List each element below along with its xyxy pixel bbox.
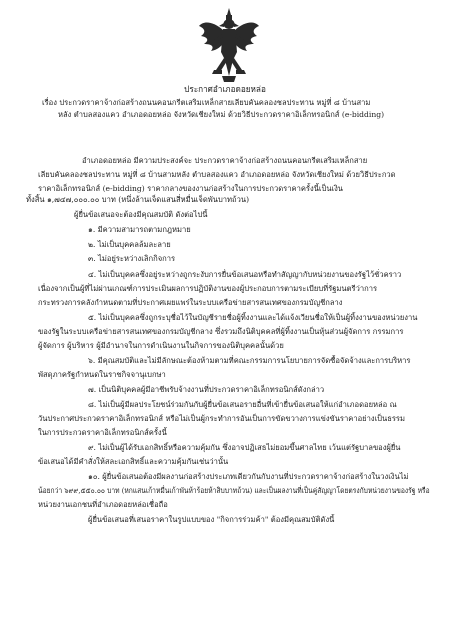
item-10-line-2: น้อยกว่า ๖๙๙,๕๕๐.๐๐ บาท (หกแสนเก้าหมื่นเก้าพันห้าร้อยห้าสิบบาทถ้วน) และเป็นผลงานที่เป็นคู่สัญญาโดยตรงกับหน่วยงานของรัฐ หรือ — [38, 486, 430, 495]
intro-line-1: อำเภอดอยหล่อ มีความประสงค์จะ ประกวดราคาจ้างก่อสร้างถนนคอนกรีตเสริมเหล็กสาย — [82, 156, 368, 165]
item-7: ๗. เป็นนิติบุคคลผู้มีอาชีพรับจ้างงานที่ประกวดราคาอิเล็กทรอนิกส์ดังกล่าว — [88, 385, 325, 394]
item-6-line-2: พัสดุภาครัฐกำหนดในราชกิจจานุเบกษา — [38, 370, 166, 379]
item-1: ๑. มีความสามารถตามกฎหมาย — [88, 225, 191, 234]
agency-title: ประกาศอำเภอดอยหล่อ — [184, 84, 266, 94]
item-5-line-1: ๕. ไม่เป็นบุคคลซึ่งถูกระบุชื่อไว้ในบัญชีรายชื่อผู้ทิ้งงานและได้แจ้งเวียนชื่อให้เป็นผู้ทิ้งงานของหน่วยงาน — [88, 313, 418, 322]
item-8-line-2: วันประกาศประกวดราคาอิเล็กทรอนิกส์ หรือไม่เป็นผู้กระทำการอันเป็นการขัดขวางการแข่งขันราคาอย่างเป็นธรรม — [38, 414, 405, 423]
item-8-line-1: ๘. ไม่เป็นผู้มีผลประโยชน์ร่วมกันกับผู้ยื่นข้อเสนอรายอื่นที่เข้ายื่นข้อเสนอให้แก่อำเภอดอยหล่อ ณ — [88, 400, 397, 409]
item-9-line-1: ๙. ไม่เป็นผู้ได้รับเอกสิทธิ์หรือความคุ้มกัน ซึ่งอาจปฏิเสธไม่ยอมขึ้นศาลไทย เว้นแต่รัฐบาลของผู้ยื่น — [88, 443, 401, 452]
item-8-line-3: ในการประกวดราคาอิเล็กทรอนิกส์ครั้งนี้ — [38, 428, 167, 437]
item-10-line-1: ๑๐. ผู้ยื่นข้อเสนอต้องมีผลงานก่อสร้างประเภทเดียวกันกับงานที่ประกวดราคาจ้างก่อสร้างในวงเงินไม่ — [88, 472, 409, 481]
intro-line-2: เลียบคันคลองชลประทาน หมู่ที่ ๘ บ้านสามหลัง ตำบลสองแคว อำเภอดอยหล่อ จังหวัดเชียงใหม่ ด้วยวิธีประกวด — [38, 170, 396, 179]
garuda-emblem-icon — [198, 6, 260, 88]
intro-line-4: ทั้งสิ้น ๑,๗๔๗,๐๐๐.๐๐ บาท (หนึ่งล้านเจ็ดแสนสี่หมื่นเจ็ดพันบาทถ้วน) — [26, 195, 250, 204]
item-4-line-3: กระทรวงการคลังกำหนดตามที่ประกาศเผยแพร่ในระบบเครือข่ายสารสนเทศของกรมบัญชีกลาง — [38, 298, 343, 307]
item-4-line-2: เนื่องจากเป็นผู้ที่ไม่ผ่านเกณฑ์การประเมินผลการปฏิบัติงานของผู้ประกอบการตามระเบียบที่รัฐมนตรีว่าการ — [38, 284, 378, 293]
subject-line-2: หลัง ตำบลสองแคว อำเภอดอยหล่อ จังหวัดเชียงใหม่ ด้วยวิธีประกวดราคาอิเล็กทรอนิกส์ (e-bidding) — [58, 110, 385, 119]
subject-line-1: เรื่อง ประกวดราคาจ้างก่อสร้างถนนคอนกรีตเสริมเหล็กสายเลียบคันคลองชลประทาน หมู่ที่ ๘ บ้านสาม — [42, 98, 371, 107]
item-5-line-2: ของรัฐในระบบเครือข่ายสารสนเทศของกรมบัญชีกลาง ซึ่งรวมถึงนิติบุคคลที่ผู้ทิ้งงานเป็นหุ้นส่วนผู้จัดการ กรรมการ — [38, 327, 404, 336]
item-9-line-2: ข้อเสนอได้มีคำสั่งให้สละเอกสิทธิ์และความคุ้มกันเช่นว่านั้น — [38, 457, 229, 466]
qualification-header: ผู้ยื่นข้อเสนอจะต้องมีคุณสมบัติ ดังต่อไปนี้ — [74, 210, 208, 219]
item-4-line-1: ๔. ไม่เป็นบุคคลซึ่งอยู่ระหว่างถูกระงับการยื่นข้อเสนอหรือทำสัญญากับหน่วยงานของรัฐไว้ชั่วคราว — [88, 270, 402, 279]
item-11: ผู้ยื่นข้อเสนอที่เสนอราคาในรูปแบบของ "กิจการร่วมค้า" ต้องมีคุณสมบัติดังนี้ — [88, 515, 335, 524]
item-5-line-3: ผู้จัดการ ผู้บริหาร ผู้มีอำนาจในการดำเนินงานในกิจการของนิติบุคคลนั้นด้วย — [38, 341, 284, 350]
intro-line-3: ราคาอิเล็กทรอนิกส์ (e-bidding) ราคากลางของงานก่อสร้างในการประกวดราคาครั้งนี้เป็นเงิน — [38, 184, 343, 193]
item-2: ๒. ไม่เป็นบุคคลล้มละลาย — [88, 240, 171, 249]
item-3: ๓. ไม่อยู่ระหว่างเลิกกิจการ — [88, 254, 176, 263]
item-10-line-3: หน่วยงานเอกชนที่อำเภอดอยหล่อเชื่อถือ — [38, 500, 168, 509]
item-6-line-1: ๖. มีคุณสมบัติและไม่มีลักษณะต้องห้ามตามที่คณะกรรมการนโยบายการจัดซื้อจัดจ้างและการบริหาร — [88, 356, 411, 365]
